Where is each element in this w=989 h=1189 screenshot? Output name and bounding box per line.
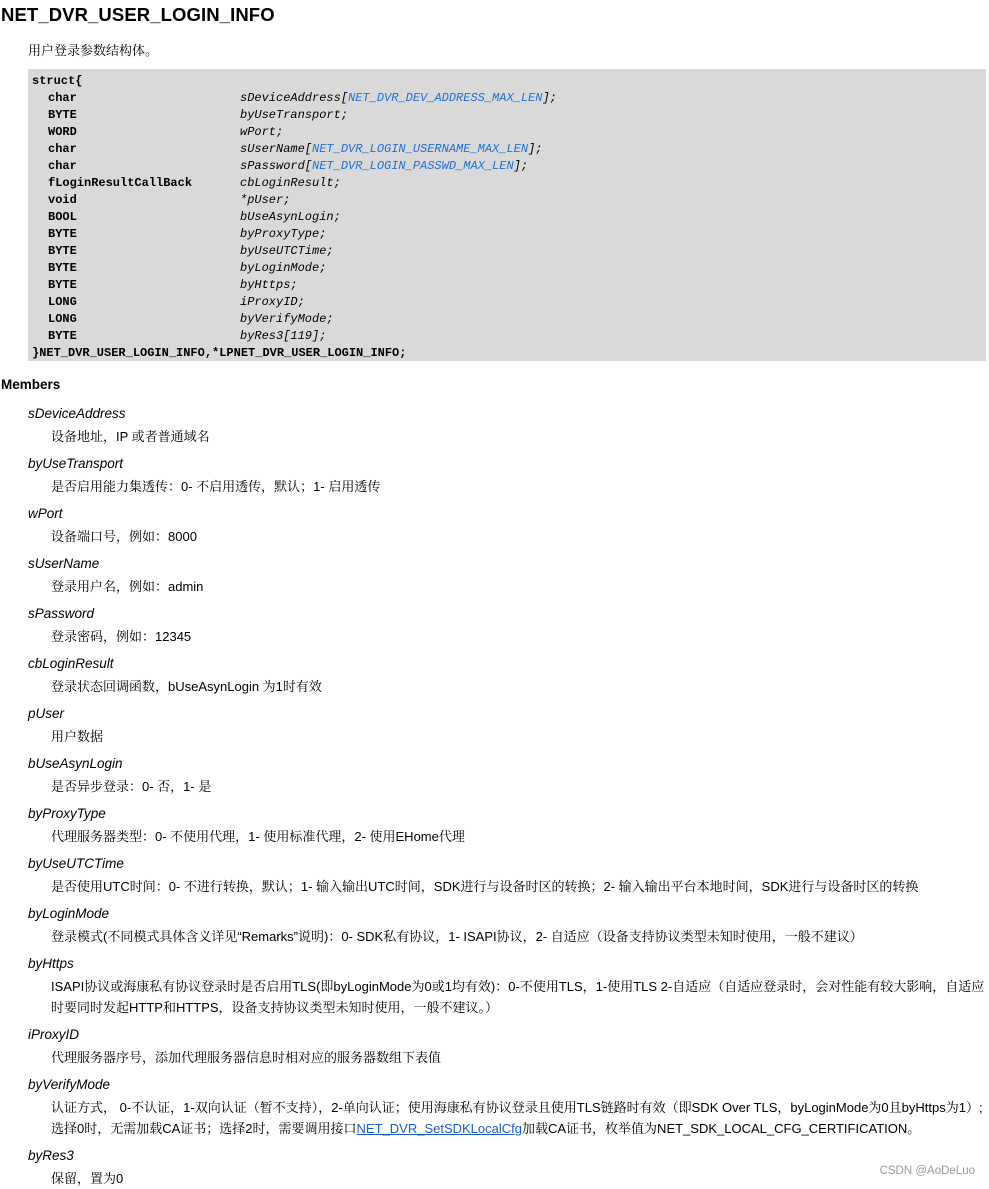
desc-text: 加载CA证书，枚举值为NET_SDK_LOCAL_CFG_CERTIFICATION。 — [522, 1121, 921, 1136]
field-name: byVerifyMode; — [240, 312, 334, 326]
member-entry — [28, 1147, 986, 1189]
desc-text: 认证方式， 0-不认证，1-双向认证（暂不支持），2-单向认证；使用海康私有协议登录且使用TLS链路时有效（即SDK Over TLS，byLoginMode为0且byHttps为1）;选择0时，无需加载CA证书；选择2时，需要调用接口 — [51, 1100, 983, 1136]
field-type: char — [48, 142, 77, 156]
field-type: BYTE — [48, 329, 77, 343]
field-declaration — [240, 277, 298, 294]
field-name: bUseAsynLogin; — [240, 210, 341, 224]
code-line — [32, 226, 986, 243]
field-declaration — [240, 260, 326, 277]
member-name: iProxyID — [28, 1027, 80, 1042]
member-name: byVerifyMode — [28, 1077, 111, 1092]
member-description: 是否使用UTC时间：0- 不进行转换，默认；1- 输入输出UTC时间，SDK进行与设备时区的转换；2- 输入输出平台本地时间，SDK进行与设备时区的转换 — [51, 879, 919, 894]
field-declaration — [240, 175, 341, 192]
field-type: void — [48, 193, 77, 207]
field-suffix: ]; — [542, 91, 557, 105]
member-entry — [28, 505, 986, 547]
member-entry — [28, 705, 986, 747]
field-type: LONG — [48, 312, 77, 326]
code-line — [32, 107, 986, 124]
member-name: byHttps — [28, 956, 74, 971]
constant-link[interactable]: NET_DVR_LOGIN_PASSWD_MAX_LEN — [312, 159, 514, 173]
member-entry — [28, 455, 986, 497]
member-description: 登录密码，例如：12345 — [51, 629, 192, 644]
member-name: byUseUTCTime — [28, 856, 124, 871]
code-line — [32, 90, 986, 107]
code-line — [32, 124, 986, 141]
member-name: byUseTransport — [28, 456, 124, 471]
field-declaration — [240, 226, 326, 243]
field-name: byRes3[119]; — [240, 329, 327, 343]
struct-typedef: }NET_DVR_USER_LOGIN_INFO,*LPNET_DVR_USER_LOGIN_INFO; — [32, 346, 407, 360]
field-declaration — [240, 124, 283, 141]
page-title: NET_DVR_USER_LOGIN_INFO — [1, 4, 275, 25]
member-name: byRes3 — [28, 1148, 74, 1163]
field-declaration — [240, 192, 290, 209]
struct-description: 用户登录参数结构体。 — [28, 43, 159, 58]
field-type: LONG — [48, 295, 77, 309]
field-type: WORD — [48, 125, 77, 139]
member-entry — [28, 1076, 986, 1139]
code-line — [32, 209, 986, 226]
member-description: 登录模式(不同模式具体含义详见“Remarks”说明)：0- SDK私有协议，1- ISAPI协议，2- 自适应（设备支持协议类型未知时使用，一般不建议） — [51, 929, 863, 944]
field-type: BYTE — [48, 227, 77, 241]
field-type: char — [48, 91, 77, 105]
member-name: pUser — [28, 706, 65, 721]
member-description: 是否异步登录：0- 否，1- 是 — [51, 779, 212, 794]
code-line — [32, 192, 986, 209]
api-link[interactable]: NET_DVR_SetSDKLocalCfg — [356, 1121, 522, 1136]
field-type: BYTE — [48, 261, 77, 275]
watermark: CSDN @AoDeLuo — [879, 1165, 975, 1177]
member-description — [51, 1097, 986, 1139]
field-name: cbLoginResult; — [240, 176, 341, 190]
field-type: BYTE — [48, 278, 77, 292]
code-close-line — [32, 345, 986, 362]
member-description: 登录用户名，例如：admin — [51, 579, 204, 594]
member-name: byLoginMode — [28, 906, 110, 921]
member-entry — [28, 805, 986, 847]
code-line — [32, 158, 986, 175]
field-declaration — [240, 294, 305, 311]
field-type: BOOL — [48, 210, 77, 224]
code-line — [32, 260, 986, 277]
member-description: ISAPI协议或海康私有协议登录时是否启用TLS(即byLoginMode为0或1均有效)：0-不使用TLS，1-使用TLS 2-自适应（自适应登录时，会对性能有较大影响，自适应时要同时发起HTTP和HTTPS，设备支持协议类型未知时使用，一般不建议。） — [51, 979, 985, 1015]
member-name: sDeviceAddress — [28, 406, 126, 421]
field-declaration — [240, 141, 542, 158]
field-type: BYTE — [48, 244, 77, 258]
member-entry — [28, 905, 986, 947]
member-entry — [28, 405, 986, 447]
code-open-line — [32, 73, 986, 90]
member-entry — [28, 605, 986, 647]
constant-link[interactable]: NET_DVR_LOGIN_USERNAME_MAX_LEN — [312, 142, 529, 156]
member-name: cbLoginResult — [28, 656, 114, 671]
member-name: wPort — [28, 506, 63, 521]
code-line — [32, 328, 986, 345]
field-name: *pUser; — [240, 193, 291, 207]
field-name: wPort; — [240, 125, 284, 139]
member-description: 保留，置为0 — [51, 1171, 124, 1186]
member-entry — [28, 1026, 986, 1068]
code-block — [28, 69, 986, 361]
member-entry — [28, 755, 986, 797]
field-type: char — [48, 159, 77, 173]
field-name: sPassword[ — [240, 159, 313, 173]
field-declaration — [240, 209, 341, 226]
members-heading: Members — [1, 377, 61, 392]
member-description: 设备端口号，例如：8000 — [51, 529, 197, 544]
field-declaration — [240, 107, 348, 124]
member-description: 代理服务器序号，添加代理服务器信息时相对应的服务器数组下表值 — [51, 1050, 442, 1065]
field-declaration — [240, 158, 528, 175]
member-entry — [28, 655, 986, 697]
member-entry — [28, 555, 986, 597]
member-name: sUserName — [28, 556, 100, 571]
field-declaration — [240, 243, 334, 260]
constant-link[interactable]: NET_DVR_DEV_ADDRESS_MAX_LEN — [348, 91, 543, 105]
member-name: byProxyType — [28, 806, 106, 821]
member-entry — [28, 955, 986, 1018]
field-name: iProxyID; — [240, 295, 305, 309]
field-suffix: ]; — [513, 159, 529, 173]
member-description: 设备地址，IP 或者普通域名 — [51, 429, 210, 444]
member-name: sPassword — [28, 606, 95, 621]
field-type: BYTE — [48, 108, 77, 122]
member-entry — [28, 855, 986, 897]
member-name: bUseAsynLogin — [28, 756, 123, 771]
member-description: 是否启用能力集透传：0- 不启用透传，默认；1- 启用透传 — [51, 479, 381, 494]
code-line — [32, 311, 986, 328]
field-name: sDeviceAddress[ — [240, 91, 349, 105]
field-declaration — [240, 328, 326, 345]
member-description: 用户数据 — [51, 729, 104, 744]
field-declaration — [240, 311, 334, 328]
code-line — [32, 141, 986, 158]
field-name: byProxyType; — [240, 227, 327, 241]
field-declaration — [240, 90, 557, 107]
code-line — [32, 294, 986, 311]
field-type: fLoginResultCallBack — [48, 176, 193, 190]
code-line — [32, 277, 986, 294]
struct-keyword: struct{ — [32, 74, 83, 88]
member-description: 登录状态回调函数，bUseAsynLogin 为1时有效 — [51, 679, 322, 694]
field-name: byUseTransport; — [240, 108, 349, 122]
code-line — [32, 243, 986, 260]
code-line — [32, 175, 986, 192]
field-name: byUseUTCTime; — [240, 244, 334, 258]
field-name: byHttps; — [240, 278, 298, 292]
field-name: sUserName[ — [240, 142, 313, 156]
member-description: 代理服务器类型：0- 不使用代理，1- 使用标准代理，2- 使用EHome代理 — [51, 829, 465, 844]
field-name: byLoginMode; — [240, 261, 327, 275]
field-suffix: ]; — [528, 142, 543, 156]
